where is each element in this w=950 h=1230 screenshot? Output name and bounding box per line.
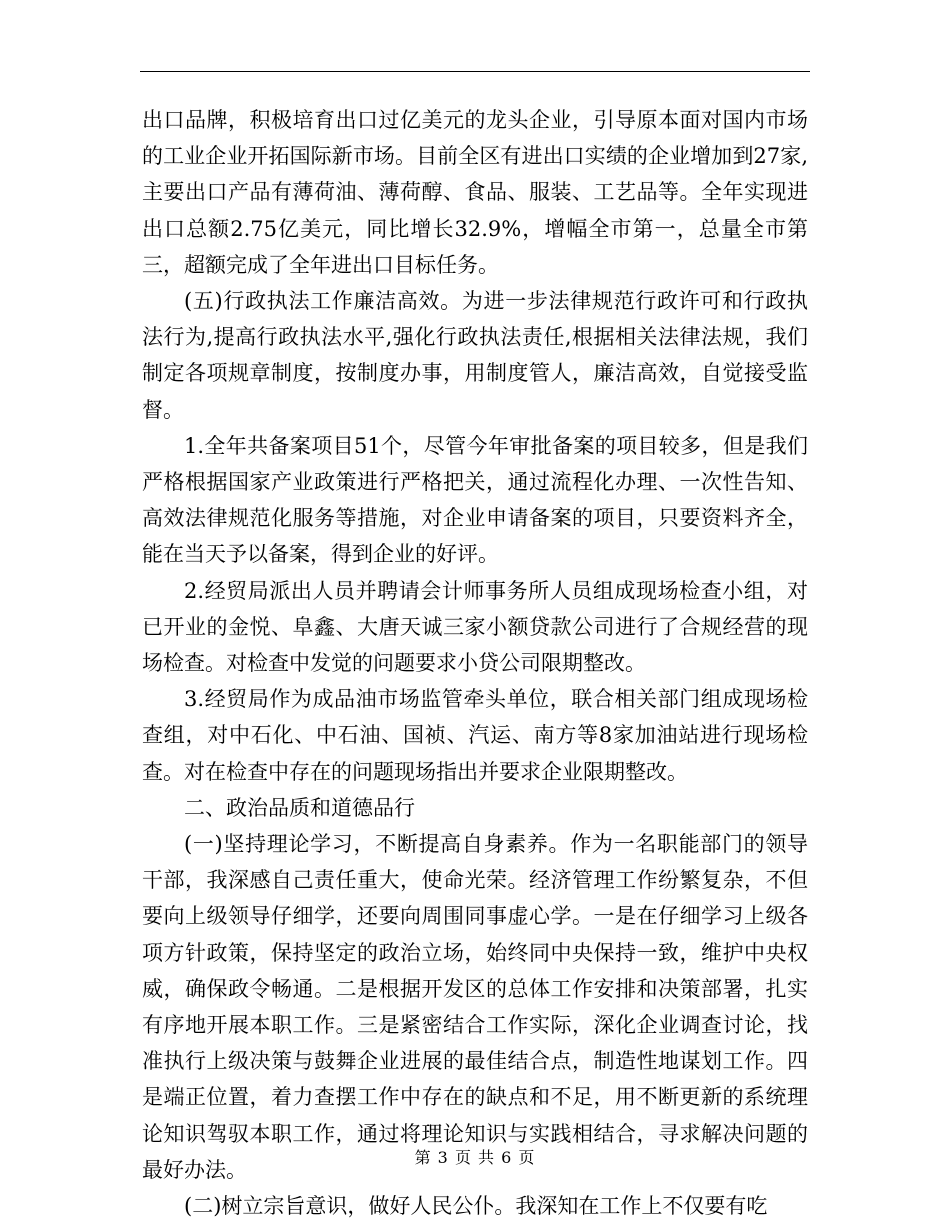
paragraph-7: (一)坚持理论学习，不断提高自身素养。作为一名职能部门的领导干部，我深感自己责任重大，使命光荣。经济管理工作纷繁复杂，不但要向上级领导仔细学，还要向周围同事虚心学。一是在仔细学习上级各项方针政策，保持坚定的政治立场，始终同中央保持一致，维护中央权威，确保政令畅通。二是根据开发区的总体工作安排和决策部署，扎实有序地开展本职工作。三是紧密结合工作实际，深化企业调查讨论，找准执行上级决策与鼓舞企业进展的最佳结合点，制造性地谋划工作。四是端正位置，着力查摆工作中存在的缺点和不足，用不断更新的系统理论知识驾驭本职工作，通过将理论知识与实践相结合，寻求解决问题的最好办法。 [142,832,808,1182]
paragraph-3: 1.全年共备案项目51个，尽管今年审批备案的项目较多，但是我们严格根据国家产业政策进行严格把关，通过流程化办理、一次性告知、高效法律规范化服务等措施，对企业申请备案的项目，只要资料齐全，能在当天予以备案，得到企业的好评。 [142,433,808,567]
paragraph-8: (二)树立宗旨意识，做好人民公仆。我深知在工作上不仅要有吃 [184,1194,768,1219]
paragraph-4: 2.经贸局派出人员并聘请会计师事务所人员组成现场检查小组，对已开业的金悦、阜鑫、大唐天诚三家小额贷款公司进行了合规经营的现场检查。对检查中发觉的问题要求小贷公司限期整改。 [142,578,808,676]
document-body [142,102,808,1224]
header-rule [140,71,810,72]
paragraph-5: 3.经贸局作为成品油市场监管牵头单位，联合相关部门组成现场检查组，对中石化、中石油、国祯、汽运、南方等8家加油站进行现场检查。对在检查中存在的问题现场指出并要求企业限期整改。 [142,687,808,784]
paragraph-2: (五)行政执法工作廉洁高效。为进一步法律规范行政许可和行政执法行为,提高行政执法水平,强化行政执法责任,根据相关法律法规，我们制定各项规章制度，按制度办事，用制度管人，廉洁高效，自觉接受监督。 [142,289,808,422]
section-heading: 二、政治品质和道德品行 [184,795,415,820]
page-number: 第 3 页 共 6 页 [414,1148,536,1167]
paragraph-1: 出口品牌，积极培育出口过亿美元的龙头企业，引导原本面对国内市场的工业企业开拓国际新市场。目前全区有进出口实绩的企业增加到27家,主要出口产品有薄荷油、薄荷醇、食品、服装、工艺品等。全年实现进出口总额2.75亿美元，同比增长32.9%，增幅全市第一，总量全市第三，超额完成了全年进出口目标任务。 [142,108,808,277]
